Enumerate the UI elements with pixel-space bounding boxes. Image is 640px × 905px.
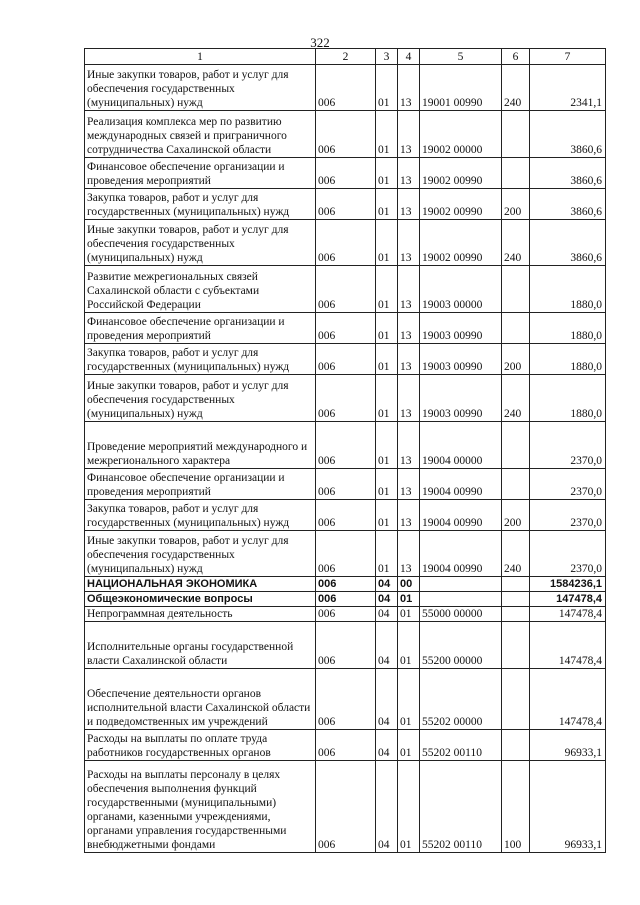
row-admin-code: 006 <box>316 422 376 469</box>
row-amount: 3860,6 <box>530 189 606 220</box>
header-col-2: 2 <box>316 49 376 65</box>
row-name: Реализация комплекса мер по развитию международных связей и приграничного сотрудничества Сахалинской области <box>85 111 316 158</box>
row-section: 01 <box>376 422 398 469</box>
row-subsection: 13 <box>398 111 420 158</box>
row-amount: 1584236,1 <box>530 577 606 592</box>
row-admin-code: 006 <box>316 607 376 622</box>
row-amount: 147478,4 <box>530 592 606 607</box>
row-subsection: 01 <box>398 669 420 730</box>
row-expense-type <box>502 469 530 500</box>
row-amount: 96933,1 <box>530 730 606 761</box>
row-expense-type <box>502 622 530 669</box>
budget-table <box>84 48 606 853</box>
row-section: 04 <box>376 577 398 592</box>
row-section: 04 <box>376 622 398 669</box>
row-name: Финансовое обеспечение организации и проведения мероприятий <box>85 469 316 500</box>
row-amount: 3860,6 <box>530 220 606 266</box>
row-target-item: 19002 00990 <box>420 189 502 220</box>
row-admin-code: 006 <box>316 266 376 313</box>
row-expense-type <box>502 313 530 344</box>
row-section: 01 <box>376 313 398 344</box>
table-row <box>85 313 606 344</box>
row-section: 01 <box>376 189 398 220</box>
row-target-item: 19004 00000 <box>420 422 502 469</box>
row-expense-type: 240 <box>502 65 530 111</box>
row-subsection: 13 <box>398 469 420 500</box>
row-admin-code: 006 <box>316 158 376 189</box>
row-expense-type <box>502 422 530 469</box>
row-admin-code: 006 <box>316 469 376 500</box>
row-amount: 147478,4 <box>530 607 606 622</box>
row-target-item: 19004 00990 <box>420 500 502 531</box>
row-subsection: 13 <box>398 158 420 189</box>
row-target-item: 19002 00990 <box>420 158 502 189</box>
row-name: Исполнительные органы государственной власти Сахалинской области <box>85 622 316 669</box>
row-section: 01 <box>376 375 398 422</box>
row-subsection: 13 <box>398 65 420 111</box>
row-amount: 2370,0 <box>530 531 606 577</box>
row-admin-code: 006 <box>316 622 376 669</box>
row-amount: 3860,6 <box>530 111 606 158</box>
row-target-item: 55000 00000 <box>420 607 502 622</box>
row-name: Проведение мероприятий международного и межрегионального характера <box>85 422 316 469</box>
row-name: Иные закупки товаров, работ и услуг для обеспечения государственных (муниципальных) нужд <box>85 220 316 266</box>
header-col-5: 5 <box>420 49 502 65</box>
row-name: Финансовое обеспечение организации и проведения мероприятий <box>85 158 316 189</box>
row-expense-type: 200 <box>502 500 530 531</box>
header-col-1: 1 <box>85 49 316 65</box>
row-section: 04 <box>376 669 398 730</box>
row-amount: 2370,0 <box>530 500 606 531</box>
row-name: Финансовое обеспечение организации и проведения мероприятий <box>85 313 316 344</box>
row-amount: 147478,4 <box>530 669 606 730</box>
row-admin-code: 006 <box>316 313 376 344</box>
row-section: 04 <box>376 607 398 622</box>
row-expense-type: 200 <box>502 344 530 375</box>
row-target-item: 19004 00990 <box>420 469 502 500</box>
row-admin-code: 006 <box>316 189 376 220</box>
row-expense-type: 100 <box>502 761 530 853</box>
table-row <box>85 531 606 577</box>
row-expense-type <box>502 592 530 607</box>
table-row <box>85 375 606 422</box>
table-row <box>85 730 606 761</box>
row-section: 04 <box>376 592 398 607</box>
row-name: Расходы на выплаты по оплате труда работников государственных органов <box>85 730 316 761</box>
row-expense-type: 200 <box>502 189 530 220</box>
row-subsection: 01 <box>398 730 420 761</box>
row-subsection: 13 <box>398 531 420 577</box>
row-amount: 1880,0 <box>530 313 606 344</box>
table-row <box>85 220 606 266</box>
row-name: Иные закупки товаров, работ и услуг для обеспечения государственных (муниципальных) нужд <box>85 65 316 111</box>
row-amount: 1880,0 <box>530 266 606 313</box>
row-subsection: 13 <box>398 422 420 469</box>
row-target-item: 55202 00110 <box>420 761 502 853</box>
table-header-row <box>85 49 606 65</box>
row-admin-code: 006 <box>316 761 376 853</box>
row-target-item <box>420 577 502 592</box>
row-target-item: 19001 00990 <box>420 65 502 111</box>
row-subsection: 01 <box>398 592 420 607</box>
table-row <box>85 761 606 853</box>
row-section: 04 <box>376 761 398 853</box>
table-row <box>85 266 606 313</box>
row-section: 01 <box>376 344 398 375</box>
row-name: Расходы на выплаты персоналу в целях обеспечения выполнения функций государственными (муниципальными) органами, казенными учреждениями, органами управления государственными внебюджетными фондами <box>85 761 316 853</box>
row-section: 01 <box>376 111 398 158</box>
row-admin-code: 006 <box>316 500 376 531</box>
row-expense-type <box>502 111 530 158</box>
row-section: 01 <box>376 158 398 189</box>
row-admin-code: 006 <box>316 344 376 375</box>
row-subsection: 13 <box>398 266 420 313</box>
row-subsection: 01 <box>398 607 420 622</box>
row-amount: 2370,0 <box>530 422 606 469</box>
row-section: 01 <box>376 266 398 313</box>
row-amount: 2370,0 <box>530 469 606 500</box>
row-name: Закупка товаров, работ и услуг для государственных (муниципальных) нужд <box>85 500 316 531</box>
row-admin-code: 006 <box>316 730 376 761</box>
row-subsection: 01 <box>398 761 420 853</box>
table-row <box>85 65 606 111</box>
row-target-item: 19003 00000 <box>420 266 502 313</box>
table-row <box>85 422 606 469</box>
row-name: Обеспечение деятельности органов исполнительной власти Сахалинской области и подведомственных им учреждений <box>85 669 316 730</box>
header-col-6: 6 <box>502 49 530 65</box>
row-expense-type <box>502 577 530 592</box>
table-row <box>85 189 606 220</box>
row-subsection: 13 <box>398 220 420 266</box>
row-target-item: 19002 00990 <box>420 220 502 266</box>
row-section: 01 <box>376 531 398 577</box>
row-subsection: 13 <box>398 500 420 531</box>
row-admin-code: 006 <box>316 592 376 607</box>
row-subsection: 13 <box>398 344 420 375</box>
table-row <box>85 111 606 158</box>
row-expense-type: 240 <box>502 375 530 422</box>
row-target-item: 55202 00000 <box>420 669 502 730</box>
row-expense-type <box>502 730 530 761</box>
row-section: 04 <box>376 730 398 761</box>
row-section: 01 <box>376 65 398 111</box>
row-expense-type <box>502 669 530 730</box>
row-admin-code: 006 <box>316 111 376 158</box>
row-name: Иные закупки товаров, работ и услуг для обеспечения государственных (муниципальных) нужд <box>85 375 316 422</box>
row-amount: 96933,1 <box>530 761 606 853</box>
row-expense-type: 240 <box>502 531 530 577</box>
row-target-item: 19002 00000 <box>420 111 502 158</box>
row-amount: 2341,1 <box>530 65 606 111</box>
row-expense-type <box>502 158 530 189</box>
table-row <box>85 622 606 669</box>
row-section: 01 <box>376 500 398 531</box>
table-row <box>85 344 606 375</box>
row-expense-type <box>502 607 530 622</box>
row-admin-code: 006 <box>316 375 376 422</box>
row-expense-type: 240 <box>502 220 530 266</box>
row-amount: 1880,0 <box>530 344 606 375</box>
row-expense-type <box>502 266 530 313</box>
row-subsection: 00 <box>398 577 420 592</box>
row-target-item: 19003 00990 <box>420 313 502 344</box>
row-target-item: 55200 00000 <box>420 622 502 669</box>
row-subsection: 13 <box>398 189 420 220</box>
row-section: 01 <box>376 220 398 266</box>
table-row <box>85 592 606 607</box>
row-name: НАЦИОНАЛЬНАЯ ЭКОНОМИКА <box>85 577 316 592</box>
row-amount: 147478,4 <box>530 622 606 669</box>
row-subsection: 13 <box>398 313 420 344</box>
row-target-item: 19003 00990 <box>420 375 502 422</box>
row-target-item: 55202 00110 <box>420 730 502 761</box>
row-target-item: 19004 00990 <box>420 531 502 577</box>
row-section: 01 <box>376 469 398 500</box>
row-name: Закупка товаров, работ и услуг для государственных (муниципальных) нужд <box>85 344 316 375</box>
row-admin-code: 006 <box>316 65 376 111</box>
row-name: Общеэкономические вопросы <box>85 592 316 607</box>
row-amount: 1880,0 <box>530 375 606 422</box>
table-row <box>85 669 606 730</box>
row-admin-code: 006 <box>316 577 376 592</box>
header-col-4: 4 <box>398 49 420 65</box>
row-admin-code: 006 <box>316 669 376 730</box>
table-row <box>85 577 606 592</box>
table-row <box>85 500 606 531</box>
page-number: 322 <box>310 35 330 50</box>
table-row <box>85 158 606 189</box>
row-name: Непрограммная деятельность <box>85 607 316 622</box>
row-subsection: 01 <box>398 622 420 669</box>
row-admin-code: 006 <box>316 220 376 266</box>
row-admin-code: 006 <box>316 531 376 577</box>
row-amount: 3860,6 <box>530 158 606 189</box>
table-row <box>85 469 606 500</box>
row-name: Иные закупки товаров, работ и услуг для обеспечения государственных (муниципальных) нужд <box>85 531 316 577</box>
header-col-7: 7 <box>530 49 606 65</box>
table-row <box>85 607 606 622</box>
row-subsection: 13 <box>398 375 420 422</box>
row-name: Развитие межрегиональных связей Сахалинской области с субъектами Российской Федерации <box>85 266 316 313</box>
row-target-item <box>420 592 502 607</box>
row-name: Закупка товаров, работ и услуг для государственных (муниципальных) нужд <box>85 189 316 220</box>
row-target-item: 19003 00990 <box>420 344 502 375</box>
header-col-3: 3 <box>376 49 398 65</box>
